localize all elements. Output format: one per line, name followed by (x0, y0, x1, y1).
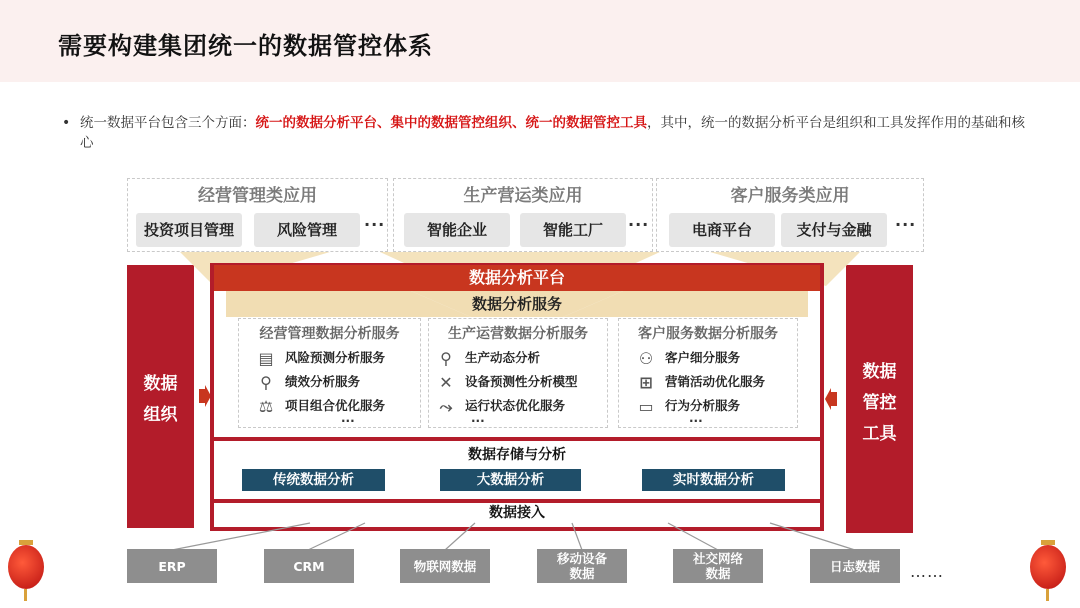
service-item (435, 370, 578, 394)
cash-icon: ▭ (638, 396, 654, 416)
analysis-platform-title: 数据分析平台 (214, 265, 820, 291)
service-group-title: 生产运营数据分析服务 (448, 326, 588, 342)
app-group-management (127, 178, 388, 252)
source-mobile: 移动设备 数据 (537, 549, 627, 583)
faucet-icon: ⚲ (260, 372, 272, 392)
people-icon: ⚇ (638, 348, 654, 368)
analysis-service-title: 数据分析服务 (471, 295, 562, 313)
service-more: ··· (689, 414, 703, 428)
app-more: ··· (364, 215, 386, 234)
bullet-prefix: 统一数据平台包含三个方面： (80, 115, 256, 131)
app-group-title: 经营管理类应用 (198, 186, 317, 206)
service-item (635, 346, 740, 370)
service-more: ··· (341, 414, 355, 428)
source-erp: ERP (127, 549, 217, 583)
shopping-cart-icon: ⊞ (639, 372, 653, 392)
app-group-title: 生产营运类应用 (463, 186, 583, 206)
storage-title: 数据存储与分析 (468, 447, 566, 463)
app-item-risk: 风险管理 (254, 213, 360, 247)
app-item-ecommerce: 电商平台 (669, 213, 775, 247)
bullet-marker: • (62, 115, 71, 131)
service-more: ··· (471, 414, 485, 428)
service-group-title: 客户服务数据分析服务 (638, 326, 778, 342)
source-crm: CRM (264, 549, 354, 583)
service-item (435, 394, 565, 418)
source-log: 日志数据 (810, 549, 900, 583)
service-item (255, 370, 360, 394)
traditional-analysis: 传统数据分析 (242, 469, 385, 491)
left-arrow-icon (825, 388, 837, 410)
service-item (255, 346, 385, 370)
stacked-coins-icon: ▤ (258, 348, 274, 368)
app-group-customer (656, 178, 924, 252)
sidebar-label: 数据 (143, 374, 178, 394)
service-label: 绩效分析服务 (285, 374, 361, 389)
app-group-production (393, 178, 653, 252)
service-item (255, 394, 385, 418)
page-title: 需要构建集团统一的数据管控体系 (58, 32, 433, 60)
bullet-suffix: ，其中，统一的数据分析平台是组织和工具发挥作用的基础和核心 (80, 115, 1025, 151)
divider (214, 437, 820, 441)
source-iot: 物联网数据 (400, 549, 490, 583)
app-item-payment: 支付与金融 (781, 213, 887, 247)
service-label: 行为分析服务 (665, 398, 741, 413)
service-item (435, 346, 540, 370)
app-group-title: 客户服务类应用 (730, 186, 850, 206)
bullet-text (80, 113, 1030, 153)
realtime-analysis: 实时数据分析 (642, 469, 785, 491)
balance-scale-icon: ⚖ (258, 396, 274, 416)
source-social: 社交网络 数据 (673, 549, 763, 583)
sidebar-label: 组织 (143, 405, 178, 425)
service-group-production (428, 318, 608, 428)
sidebar-label: 数据 (862, 362, 897, 382)
service-item (635, 370, 765, 394)
data-access-title: 数据接入 (489, 505, 545, 521)
app-more: ··· (628, 215, 650, 234)
big-data-analysis: 大数据分析 (440, 469, 581, 491)
sidebar-label: 工具 (862, 424, 897, 444)
app-more: ··· (895, 215, 917, 234)
app-item-smart-enterprise: 智能企业 (404, 213, 510, 247)
service-label: 运行状态优化服务 (465, 398, 566, 413)
service-group-title: 经营管理数据分析服务 (259, 326, 400, 342)
service-label: 客户细分服务 (665, 350, 741, 365)
connector-lines (120, 520, 920, 552)
service-group-customer (618, 318, 798, 428)
sidebar-label: 管控 (862, 393, 897, 413)
lantern-left-icon (8, 540, 44, 601)
wrench-cross-icon: ✕ (439, 372, 453, 392)
service-item (635, 394, 740, 418)
service-label: 项目组合优化服务 (285, 398, 386, 413)
service-group-management (238, 318, 421, 428)
bullet-highlight: 统一的数据分析平台、集中的数据管控组织、统一的数据管控工具 (255, 115, 647, 131)
sources-more: …… (910, 562, 944, 581)
app-item-smart-factory: 智能工厂 (520, 213, 626, 247)
service-label: 设备预测性分析模型 (465, 374, 578, 389)
service-label: 风险预测分析服务 (285, 350, 386, 365)
service-label: 生产动态分析 (465, 350, 541, 365)
service-label: 营销活动优化服务 (665, 374, 766, 389)
state-flow-icon: ⤳ (439, 396, 453, 416)
magnifier-icon: ⚲ (440, 348, 452, 368)
lantern-right-icon (1030, 540, 1066, 601)
app-item-investment: 投资项目管理 (136, 213, 242, 247)
